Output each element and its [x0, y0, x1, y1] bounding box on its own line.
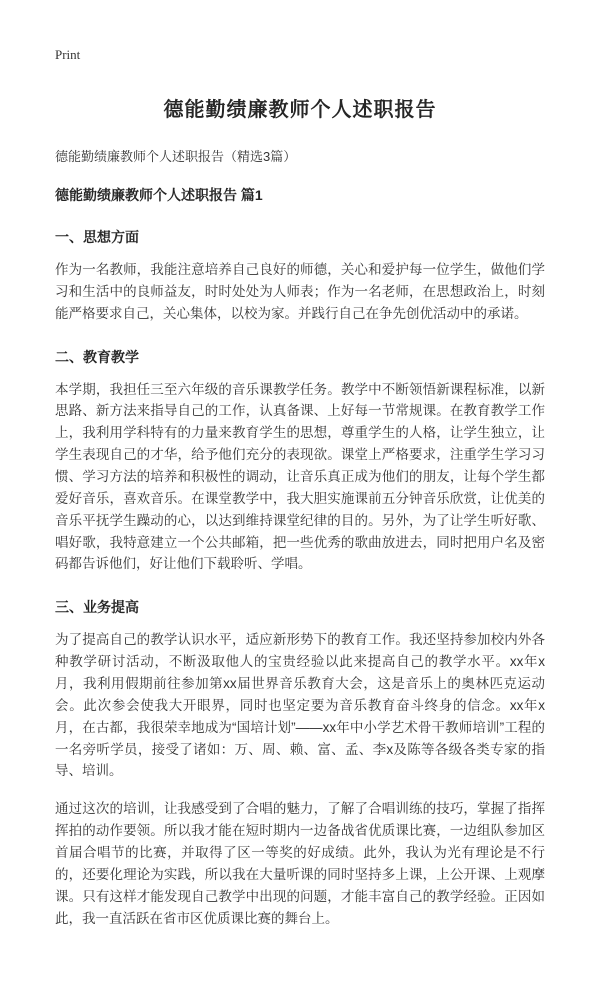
- part-title: 德能勤绩廉教师个人述职报告 篇1: [55, 187, 263, 203]
- paragraph: 为了提高自己的教学认识水平，适应新形势下的教育工作。我还坚持参加校内外各种教学研讨活动，不断汲取他人的宝贵经验以此来提高自己的教学水平。xx年x月，我利用假期前往参加第xx届世界音乐教育大会，这是音乐上的奥林匹克运动会。此次参会使我大开眼界，同时也坚定要为音乐教育奋斗终身的信念。xx年x月，在古都，我很荣幸地成为“国培计划”——xx年中小学艺术骨干教师培训”工程的一名旁听学员，接受了诸如：万、周、赖、富、孟、李x及陈等各级各类专家的指导、培训。: [55, 632, 545, 779]
- document-subtitle: 德能勤绩廉教师个人述职报告（精选3篇）: [55, 149, 297, 164]
- paragraph: 作为一名教师，我能注意培养自己良好的师德，关心和爱护每一位学生，做他们学习和生活中的良师益友，时时处处为人师表；作为一名老师，在思想政治上，时刻能严格要求自己，关心集体，以校为家。并践行自己在争先创优活动中的承诺。: [55, 262, 545, 321]
- section-heading-teaching: 二、教育教学: [55, 348, 139, 365]
- print-link[interactable]: Print: [55, 47, 81, 62]
- section-professional-growth: [55, 597, 545, 929]
- section-thought: [55, 227, 545, 325]
- document-title: 德能勤绩廉教师个人述职报告: [163, 99, 437, 121]
- section-teaching: [55, 347, 545, 576]
- section-heading-professional-growth: 三、业务提高: [55, 599, 139, 616]
- paragraph: 本学期，我担任三至六年级的音乐课教学任务。教学中不断领悟新课程标准，以新思路、新方法来指导自己的工作，认真备课、上好每一节常规课。在教育教学工作上，我利用学科特有的力量来教育学生的思想，尊重学生的人格，让学生独立，让学生表现自己的才华，给予他们充分的表现欲。课堂上严格要求，注重学生学习习惯、学习方法的培养和积极性的调动，让音乐真正成为他们的朋友，让每个学生都爱好音乐，喜欢音乐。在课堂教学中，我大胆实施课前五分钟音乐欣赏，让优美的音乐平抚学生躁动的心，以达到维持课堂纪律的目的。另外，为了让学生听好歌、唱好歌，我特意建立一个公共邮箱，把一些优秀的歌曲放进去，同时把用户名及密码都告诉他们，好让他们下载聆听、学唱。: [55, 381, 545, 572]
- section-heading-thought: 一、思想方面: [55, 229, 139, 245]
- paragraph: 通过这次的培训，让我感受到了合唱的魅力，了解了合唱训练的技巧，掌握了指挥挥拍的动作要领。所以我才能在短时期内一边备战省优质课比赛，一边组队参加区首届合唱节的比赛，并取得了区一等奖的好成绩。此外，我认为光有理论是不行的，还要化理论为实践，所以我在大量听课的同时坚持多上课，上公开课、上观摩课。只有这样才能发现自己教学中出现的问题，才能丰富自己的教学经验。正因如此，我一直活跃在省市区优质课比赛的舞台上。: [55, 801, 545, 926]
